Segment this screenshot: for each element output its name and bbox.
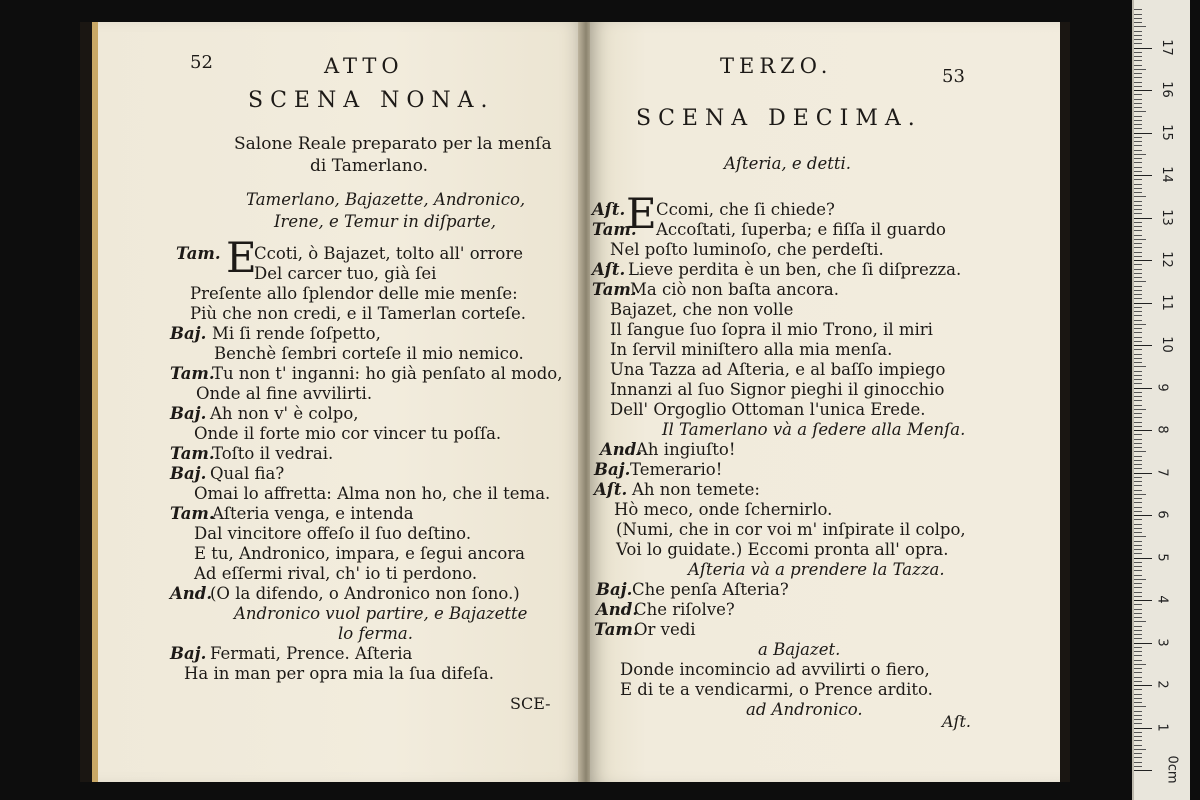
ruler-minor-tick — [1134, 226, 1142, 227]
dropcap-left: E — [226, 233, 257, 282]
ruler-minor-tick — [1134, 286, 1142, 287]
ruler-minor-tick — [1134, 753, 1142, 754]
ruler-minor-tick — [1134, 35, 1142, 36]
verse-line: Qual fia? — [210, 464, 285, 483]
ruler-minor-tick — [1134, 247, 1142, 248]
ruler-minor-tick — [1134, 230, 1142, 231]
ruler-minor-tick — [1134, 715, 1142, 716]
ruler-number: 16 — [1158, 81, 1174, 98]
ruler-number: 17 — [1158, 38, 1174, 56]
scene-title-right: SCENA DECIMA. — [636, 106, 922, 131]
verse-line: Ccoti, ò Bajazet, tolto all' orrore — [254, 244, 523, 263]
ruler-major-tick — [1134, 133, 1152, 134]
ruler-minor-tick — [1134, 660, 1142, 661]
verse-line: Bajazet, che non volle — [610, 300, 794, 319]
ruler-minor-tick — [1134, 694, 1142, 695]
ruler-minor-tick — [1134, 681, 1142, 682]
characters-line: Aſteria, e detti. — [724, 154, 852, 173]
speaker-label: Baj. — [170, 464, 207, 483]
page-number-right: 53 — [942, 66, 965, 87]
right-page — [590, 22, 1060, 782]
ruler-minor-tick — [1134, 26, 1146, 27]
speaker-label: Aſt. — [594, 480, 628, 499]
ruler-major-tick — [1134, 345, 1152, 346]
speaker-label: Tam. — [594, 620, 639, 639]
verse-line: Lieve perdita è un ben, che ſi diſprezza. — [628, 260, 962, 279]
ruler-minor-tick — [1134, 498, 1142, 499]
verse-line: Accoſtati, ſuperba; e fiſſa il guardo — [656, 220, 946, 239]
ruler-minor-tick — [1134, 443, 1142, 444]
verse-line: Ah non v' è colpo, — [210, 404, 359, 423]
ruler-minor-tick — [1134, 575, 1142, 576]
ruler-major-tick — [1134, 685, 1152, 686]
ruler-minor-tick — [1134, 583, 1142, 584]
ruler-minor-tick — [1134, 553, 1142, 554]
ruler-minor-tick — [1134, 439, 1142, 440]
ruler-minor-tick — [1134, 677, 1142, 678]
ruler-minor-tick — [1134, 341, 1142, 342]
ruler-minor-tick — [1134, 201, 1142, 202]
ruler-minor-tick — [1134, 689, 1142, 690]
ruler-minor-tick — [1134, 52, 1142, 53]
ruler-minor-tick — [1134, 621, 1146, 622]
ruler-minor-tick — [1134, 264, 1142, 265]
verse-line: Dell' Orgoglio Ottoman l'unica Erede. — [610, 400, 926, 419]
ruler-major-tick — [1134, 303, 1152, 304]
ruler-number: 5 — [1154, 552, 1170, 562]
stage-direction: Aſteria và a prendere la Tazza. — [688, 560, 945, 579]
ruler-major-tick — [1134, 48, 1152, 49]
ruler-minor-tick — [1134, 107, 1142, 108]
measuring-ruler — [1132, 0, 1190, 800]
ruler-major-tick — [1134, 473, 1152, 474]
ruler-minor-tick — [1134, 277, 1142, 278]
ruler-number: 9 — [1154, 382, 1170, 392]
ruler-minor-tick — [1134, 116, 1142, 117]
verse-line: Dal vincitore offeſo il ſuo deſtino. — [194, 524, 472, 543]
ruler-minor-tick — [1134, 464, 1142, 465]
verse-line: Toſto il vedrai. — [212, 444, 334, 463]
ruler-major-tick — [1134, 515, 1152, 516]
ruler-minor-tick — [1134, 167, 1142, 168]
ruler-minor-tick — [1134, 31, 1142, 32]
setting-line-2: di Tamerlano. — [310, 156, 429, 176]
ruler-number: 2 — [1154, 680, 1170, 689]
ruler-minor-tick — [1134, 664, 1146, 665]
ruler-minor-tick — [1134, 468, 1142, 469]
ruler-number: 3 — [1154, 637, 1170, 647]
ruler-minor-tick — [1134, 328, 1142, 329]
verse-line: Hò meco, onde ſchernirlo. — [614, 500, 833, 519]
ruler-minor-tick — [1134, 494, 1146, 495]
ruler-minor-tick — [1134, 541, 1142, 542]
ruler-minor-tick — [1134, 745, 1142, 746]
ruler-minor-tick — [1134, 154, 1146, 155]
ruler-minor-tick — [1134, 60, 1142, 61]
ruler-minor-tick — [1134, 596, 1142, 597]
stage-direction: Andronico vuol partire, e Bajazette — [234, 604, 528, 623]
ruler-minor-tick — [1134, 762, 1142, 763]
verse-line: Onde al fine avvilirti. — [196, 384, 373, 403]
ruler-minor-tick — [1134, 337, 1142, 338]
ruler-minor-tick — [1134, 235, 1142, 236]
verse-line: Or vedi — [634, 620, 696, 639]
ruler-minor-tick — [1134, 332, 1142, 333]
speaker-label: Aſt. — [592, 200, 626, 219]
left-page — [92, 22, 587, 782]
ruler-major-tick — [1134, 430, 1152, 431]
ruler-minor-tick — [1134, 719, 1142, 720]
speaker-label: Baj. — [170, 324, 207, 343]
ruler-minor-tick — [1134, 205, 1142, 206]
verse-line: Preſente allo ſplendor delle mie menſe: — [190, 284, 518, 303]
ruler-minor-tick — [1134, 626, 1142, 627]
running-head-right: TERZO. — [720, 54, 833, 78]
ruler-minor-tick — [1134, 145, 1142, 146]
ruler-minor-tick — [1134, 524, 1142, 525]
ruler-minor-tick — [1134, 281, 1146, 282]
ruler-minor-tick — [1134, 485, 1142, 486]
speaker-label: Tam. — [170, 504, 215, 523]
ruler-minor-tick — [1134, 490, 1142, 491]
ruler-minor-tick — [1134, 481, 1142, 482]
speaker-label: Tam. — [170, 364, 215, 383]
speaker-label: Tam. — [170, 444, 215, 463]
verse-line: Fermati, Prence. Aſteria — [210, 644, 413, 663]
ruler-minor-tick — [1134, 417, 1142, 418]
ruler-minor-tick — [1134, 311, 1142, 312]
open-book — [80, 22, 1070, 782]
ruler-minor-tick — [1134, 294, 1142, 295]
ruler-number: 10 — [1158, 336, 1174, 353]
ruler-minor-tick — [1134, 736, 1142, 737]
ruler-minor-tick — [1134, 324, 1146, 325]
characters-line-2: Irene, e Temur in diſparte, — [274, 212, 496, 231]
ruler-minor-tick — [1134, 434, 1142, 435]
verse-line: Ah non temete: — [632, 480, 760, 499]
ruler-minor-tick — [1134, 192, 1142, 193]
ruler-minor-tick — [1134, 375, 1142, 376]
ruler-minor-tick — [1134, 536, 1146, 537]
ruler-minor-tick — [1134, 655, 1142, 656]
ruler-major-tick — [1134, 600, 1152, 601]
ruler-minor-tick — [1134, 366, 1146, 367]
ruler-minor-tick — [1134, 111, 1146, 112]
ruler-minor-tick — [1134, 56, 1142, 57]
ruler-minor-tick — [1134, 99, 1142, 100]
verse-line: Ad eſſermi rival, ch' io ti perdono. — [194, 564, 478, 583]
stage-direction: Il Tamerlano và a ſedere alla Menſa. — [662, 420, 966, 439]
verse-line: In ſervil miniſtero alla mia menſa. — [610, 340, 893, 359]
verse-line: Ah ingiuſto! — [636, 440, 736, 459]
verse-line: Che riſolve? — [634, 600, 735, 619]
verse-line: Che penſa Aſteria? — [632, 580, 789, 599]
ruler-minor-tick — [1134, 405, 1142, 406]
ruler-minor-tick — [1134, 349, 1142, 350]
ruler-minor-tick — [1134, 392, 1142, 393]
ruler-minor-tick — [1134, 239, 1146, 240]
ruler-number: 11 — [1158, 293, 1174, 311]
ruler-minor-tick — [1134, 587, 1142, 588]
ruler-minor-tick — [1134, 396, 1142, 397]
ruler-minor-tick — [1134, 150, 1142, 151]
ruler-minor-tick — [1134, 171, 1142, 172]
ruler-minor-tick — [1134, 69, 1146, 70]
verse-line: Omai lo affretta: Alma non ho, che il tema. — [194, 484, 551, 503]
ruler-minor-tick — [1134, 460, 1142, 461]
speaker-label: Baj. — [170, 644, 207, 663]
ruler-minor-tick — [1134, 532, 1142, 533]
ruler-minor-tick — [1134, 507, 1142, 508]
verse-line: Più che non credi, e il Tamerlan corteſe. — [190, 304, 527, 323]
ruler-number: 4 — [1154, 595, 1170, 604]
stage-direction: lo ferma. — [338, 624, 413, 643]
ruler-minor-tick — [1134, 592, 1142, 593]
ruler-minor-tick — [1134, 269, 1142, 270]
ruler-minor-tick — [1134, 222, 1142, 223]
dropcap-right: E — [626, 189, 657, 238]
ruler-minor-tick — [1134, 14, 1142, 15]
ruler-minor-tick — [1134, 570, 1142, 571]
ruler-minor-tick — [1134, 562, 1142, 563]
ruler-minor-tick — [1134, 422, 1142, 423]
ruler-minor-tick — [1134, 545, 1142, 546]
ruler-minor-tick — [1134, 77, 1142, 78]
ruler-minor-tick — [1134, 179, 1142, 180]
ruler-minor-tick — [1134, 358, 1142, 359]
speaker-label: Baj. — [594, 460, 631, 479]
ruler-minor-tick — [1134, 711, 1142, 712]
ruler-minor-tick — [1134, 184, 1142, 185]
ruler-major-tick — [1134, 643, 1152, 644]
ruler-number: 14 — [1158, 166, 1174, 183]
ruler-minor-tick — [1134, 668, 1142, 669]
ruler-minor-tick — [1134, 162, 1142, 163]
ruler-minor-tick — [1134, 757, 1142, 758]
ruler-minor-tick — [1134, 243, 1142, 244]
ruler-major-tick — [1134, 770, 1152, 771]
ruler-major-tick — [1134, 260, 1152, 261]
ruler-minor-tick — [1134, 362, 1142, 363]
ruler-minor-tick — [1134, 749, 1146, 750]
stage-direction: ad Andronico. — [746, 700, 863, 719]
ruler-minor-tick — [1134, 579, 1146, 580]
speaker-label: Aſt. — [592, 260, 626, 279]
ruler-minor-tick — [1134, 409, 1146, 410]
ruler-minor-tick — [1134, 566, 1142, 567]
ruler-minor-tick — [1134, 502, 1142, 503]
ruler-minor-tick — [1134, 371, 1142, 372]
verse-line: Temerario! — [630, 460, 723, 479]
verse-line: Nel poſto luminoſo, che perdeſti. — [610, 240, 884, 259]
ruler-minor-tick — [1134, 209, 1142, 210]
verse-line: E di te a vendicarmi, o Prence ardito. — [620, 680, 933, 699]
scene-title-left: SCENA NONA. — [248, 88, 495, 113]
ruler-number: 15 — [1158, 123, 1174, 141]
ruler-number: 1 — [1154, 722, 1170, 732]
verse-line: Ma ciò non baſta ancora. — [630, 280, 839, 299]
ruler-minor-tick — [1134, 477, 1142, 478]
ruler-minor-tick — [1134, 315, 1142, 316]
verse-line: Una Tazza ad Aſteria, e al baſſo impiego — [610, 360, 946, 379]
ruler-minor-tick — [1134, 766, 1142, 767]
verse-line: Donde incomincio ad avvilirti o fiero, — [620, 660, 930, 679]
verse-line: Del carcer tuo, già ſei — [254, 264, 437, 283]
ruler-minor-tick — [1134, 256, 1142, 257]
ruler-minor-tick — [1134, 290, 1142, 291]
running-head-left: ATTO — [324, 54, 404, 78]
ruler-major-tick — [1134, 90, 1152, 91]
ruler-number: 7 — [1154, 467, 1170, 477]
speaker-label: And. — [170, 584, 213, 603]
verse-line: Ha in man per opra mia la ſua difeſa. — [184, 664, 494, 683]
ruler-minor-tick — [1134, 73, 1142, 74]
ruler-minor-tick — [1134, 447, 1142, 448]
ruler-minor-tick — [1134, 158, 1142, 159]
ruler-minor-tick — [1134, 9, 1142, 10]
ruler-minor-tick — [1134, 613, 1142, 614]
ruler-minor-tick — [1134, 528, 1142, 529]
ruler-minor-tick — [1134, 354, 1142, 355]
ruler-minor-tick — [1134, 604, 1142, 605]
ruler-major-tick — [1134, 218, 1152, 219]
verse-line: Onde il forte mio cor vincer tu poſſa. — [194, 424, 502, 443]
ruler-minor-tick — [1134, 426, 1142, 427]
ruler-minor-tick — [1134, 43, 1142, 44]
verse-line: Mi ſi rende ſoſpetto, — [212, 324, 381, 343]
ruler-minor-tick — [1134, 651, 1142, 652]
ruler-major-tick — [1134, 175, 1152, 176]
ruler-minor-tick — [1134, 252, 1142, 253]
speaker-label: Tam. — [592, 220, 637, 239]
verse-line: Ccomi, che ſi chiede? — [656, 200, 835, 219]
ruler-minor-tick — [1134, 456, 1142, 457]
ruler-minor-tick — [1134, 39, 1142, 40]
verse-line: (O la difendo, o Andronico non ſono.) — [210, 584, 520, 603]
verse-line: (Numi, che in cor voi m' inſpirate il colpo, — [616, 520, 966, 539]
verse-line: Voi lo guidate.) Eccomi pronta all' opra. — [616, 540, 949, 559]
ruler-minor-tick — [1134, 213, 1142, 214]
ruler-minor-tick — [1134, 124, 1142, 125]
setting-line-1: Salone Reale preparato per la menſa — [234, 134, 552, 154]
ruler-minor-tick — [1134, 379, 1142, 380]
ruler-minor-tick — [1134, 634, 1142, 635]
ruler-minor-tick — [1134, 65, 1142, 66]
ruler-number: 0cm — [1164, 755, 1180, 784]
ruler-number: 8 — [1154, 425, 1170, 434]
ruler-minor-tick — [1134, 18, 1142, 19]
ruler-minor-tick — [1134, 273, 1142, 274]
ruler-minor-tick — [1134, 706, 1146, 707]
ruler-minor-tick — [1134, 22, 1142, 23]
ruler-number: 13 — [1158, 208, 1174, 226]
ruler-major-tick — [1134, 388, 1152, 389]
ruler-minor-tick — [1134, 638, 1142, 639]
speaker-label: Baj. — [596, 580, 633, 599]
ruler-minor-tick — [1134, 511, 1142, 512]
ruler-minor-tick — [1134, 188, 1142, 189]
characters-line-1: Tamerlano, Bajazette, Andronico, — [246, 190, 526, 209]
speaker-label: Tam. — [176, 244, 221, 263]
verse-line: Tu non t' inganni: ho già penſato al modo, — [212, 364, 563, 383]
ruler-minor-tick — [1134, 647, 1142, 648]
ruler-minor-tick — [1134, 137, 1142, 138]
page-number-left: 52 — [190, 52, 213, 73]
ruler-major-tick — [1134, 728, 1152, 729]
verse-line: Aſteria venga, e intenda — [212, 504, 414, 523]
ruler-number: 12 — [1158, 251, 1174, 268]
stage-direction: a Bajazet. — [758, 640, 841, 659]
ruler-minor-tick — [1134, 723, 1142, 724]
ruler-minor-tick — [1134, 103, 1142, 104]
catchword-left: SCE- — [510, 694, 551, 713]
ruler-minor-tick — [1134, 94, 1142, 95]
ruler-minor-tick — [1134, 413, 1142, 414]
verse-line: Innanzi al ſuo Signor pieghi il ginocchio — [610, 380, 945, 399]
verse-line: E tu, Andronico, impara, e ſegui ancora — [194, 544, 526, 563]
ruler-minor-tick — [1134, 519, 1142, 520]
speaker-label: And. — [596, 600, 639, 619]
ruler-minor-tick — [1134, 86, 1142, 87]
ruler-minor-tick — [1134, 120, 1142, 121]
ruler-minor-tick — [1134, 672, 1142, 673]
ruler-minor-tick — [1134, 698, 1142, 699]
ruler-minor-tick — [1134, 141, 1142, 142]
ruler-minor-tick — [1134, 617, 1142, 618]
ruler-minor-tick — [1134, 307, 1142, 308]
ruler-minor-tick — [1134, 630, 1142, 631]
ruler-minor-tick — [1134, 740, 1142, 741]
ruler-minor-tick — [1134, 298, 1142, 299]
ruler-minor-tick — [1134, 451, 1146, 452]
ruler-minor-tick — [1134, 400, 1142, 401]
ruler-minor-tick — [1134, 383, 1142, 384]
ruler-minor-tick — [1134, 82, 1142, 83]
ruler-minor-tick — [1134, 549, 1142, 550]
ruler-number: 6 — [1154, 510, 1170, 519]
ruler-major-tick — [1134, 558, 1152, 559]
speaker-label: Tam. — [592, 280, 637, 299]
catchword-right: Aſt. — [942, 712, 971, 731]
verse-line: Il ſangue ſuo ſopra il mio Trono, il miri — [610, 320, 933, 339]
ruler-minor-tick — [1134, 702, 1142, 703]
ruler-minor-tick — [1134, 320, 1142, 321]
speaker-label: Baj. — [170, 404, 207, 423]
verse-line: Benchè ſembri corteſe il mio nemico. — [214, 344, 524, 363]
ruler-minor-tick — [1134, 128, 1142, 129]
ruler-minor-tick — [1134, 609, 1142, 610]
speaker-label: And. — [600, 440, 643, 459]
ruler-minor-tick — [1134, 732, 1142, 733]
ruler-minor-tick — [1134, 196, 1146, 197]
